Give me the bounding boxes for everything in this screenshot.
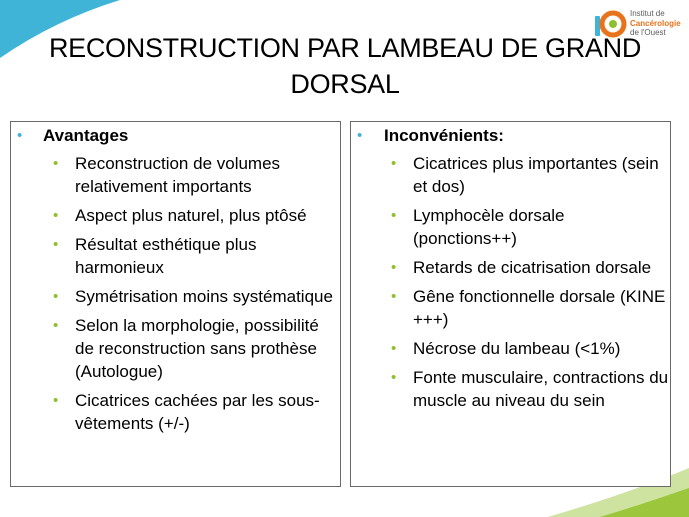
list-item: [391, 366, 669, 412]
list-item: [391, 337, 669, 360]
item-text: Lymphocèle dorsale (ponctions++): [413, 206, 565, 248]
list-item: [53, 314, 337, 383]
item-bullet: •: [391, 340, 397, 357]
item-text: Cicatrices plus importantes (sein et dos): [413, 154, 659, 196]
list-item: [53, 204, 337, 227]
item-bullet: •: [53, 392, 59, 409]
item-text: Résultat esthétique plus harmonieux: [75, 235, 257, 277]
item-bullet: •: [53, 155, 59, 172]
list-item: [391, 256, 669, 279]
item-bullet: •: [391, 259, 397, 276]
disadvantages-box: [350, 121, 671, 487]
item-bullet: •: [53, 207, 59, 224]
advantages-list: [53, 152, 337, 441]
item-text: Selon la morphologie, possibilité de reconstruction sans prothèse (Autologue): [75, 316, 319, 381]
logo-line-2: Cancérologie: [630, 18, 681, 28]
item-bullet: •: [391, 207, 397, 224]
heading-bullet: •: [17, 127, 23, 144]
item-text: Symétrisation moins systématique: [75, 287, 333, 306]
item-text: Aspect plus naturel, plus ptôsé: [75, 206, 307, 225]
item-text: Nécrose du lambeau (<1%): [413, 339, 621, 358]
list-item: [53, 389, 337, 435]
item-bullet: •: [53, 317, 59, 334]
item-bullet: •: [391, 155, 397, 172]
item-bullet: •: [53, 236, 59, 253]
disadvantages-heading: Inconvénients:: [384, 126, 504, 145]
item-text: Reconstruction de volumes relativement importants: [75, 154, 281, 196]
item-text: Cicatrices cachées par les sous-vêtements (+/-): [75, 391, 320, 433]
heading-bullet: •: [357, 127, 363, 144]
logo-line-1: Institut de: [630, 9, 665, 18]
item-text: Retards de cicatrisation dorsale: [413, 258, 652, 277]
item-text: Fonte musculaire, contractions du muscle au niveau du sein: [413, 368, 669, 410]
list-item: [391, 285, 669, 331]
item-text: Gêne fonctionnelle dorsale (KINE +++): [413, 287, 666, 329]
logo-line-3: de l'Ouest: [630, 28, 666, 37]
item-bullet: •: [391, 288, 397, 305]
advantages-heading: Avantages: [43, 126, 129, 145]
item-bullet: •: [391, 369, 397, 386]
list-item: [53, 285, 337, 308]
list-item: [53, 233, 337, 279]
disadvantages-list: [391, 152, 669, 418]
item-bullet: •: [53, 288, 59, 305]
advantages-box: [10, 121, 341, 487]
slide-title: RECONSTRUCTION PAR LAMBEAU DE GRAND DORSAL: [48, 33, 642, 99]
list-item: [53, 152, 337, 198]
list-item: [391, 204, 669, 250]
list-item: [391, 152, 669, 198]
